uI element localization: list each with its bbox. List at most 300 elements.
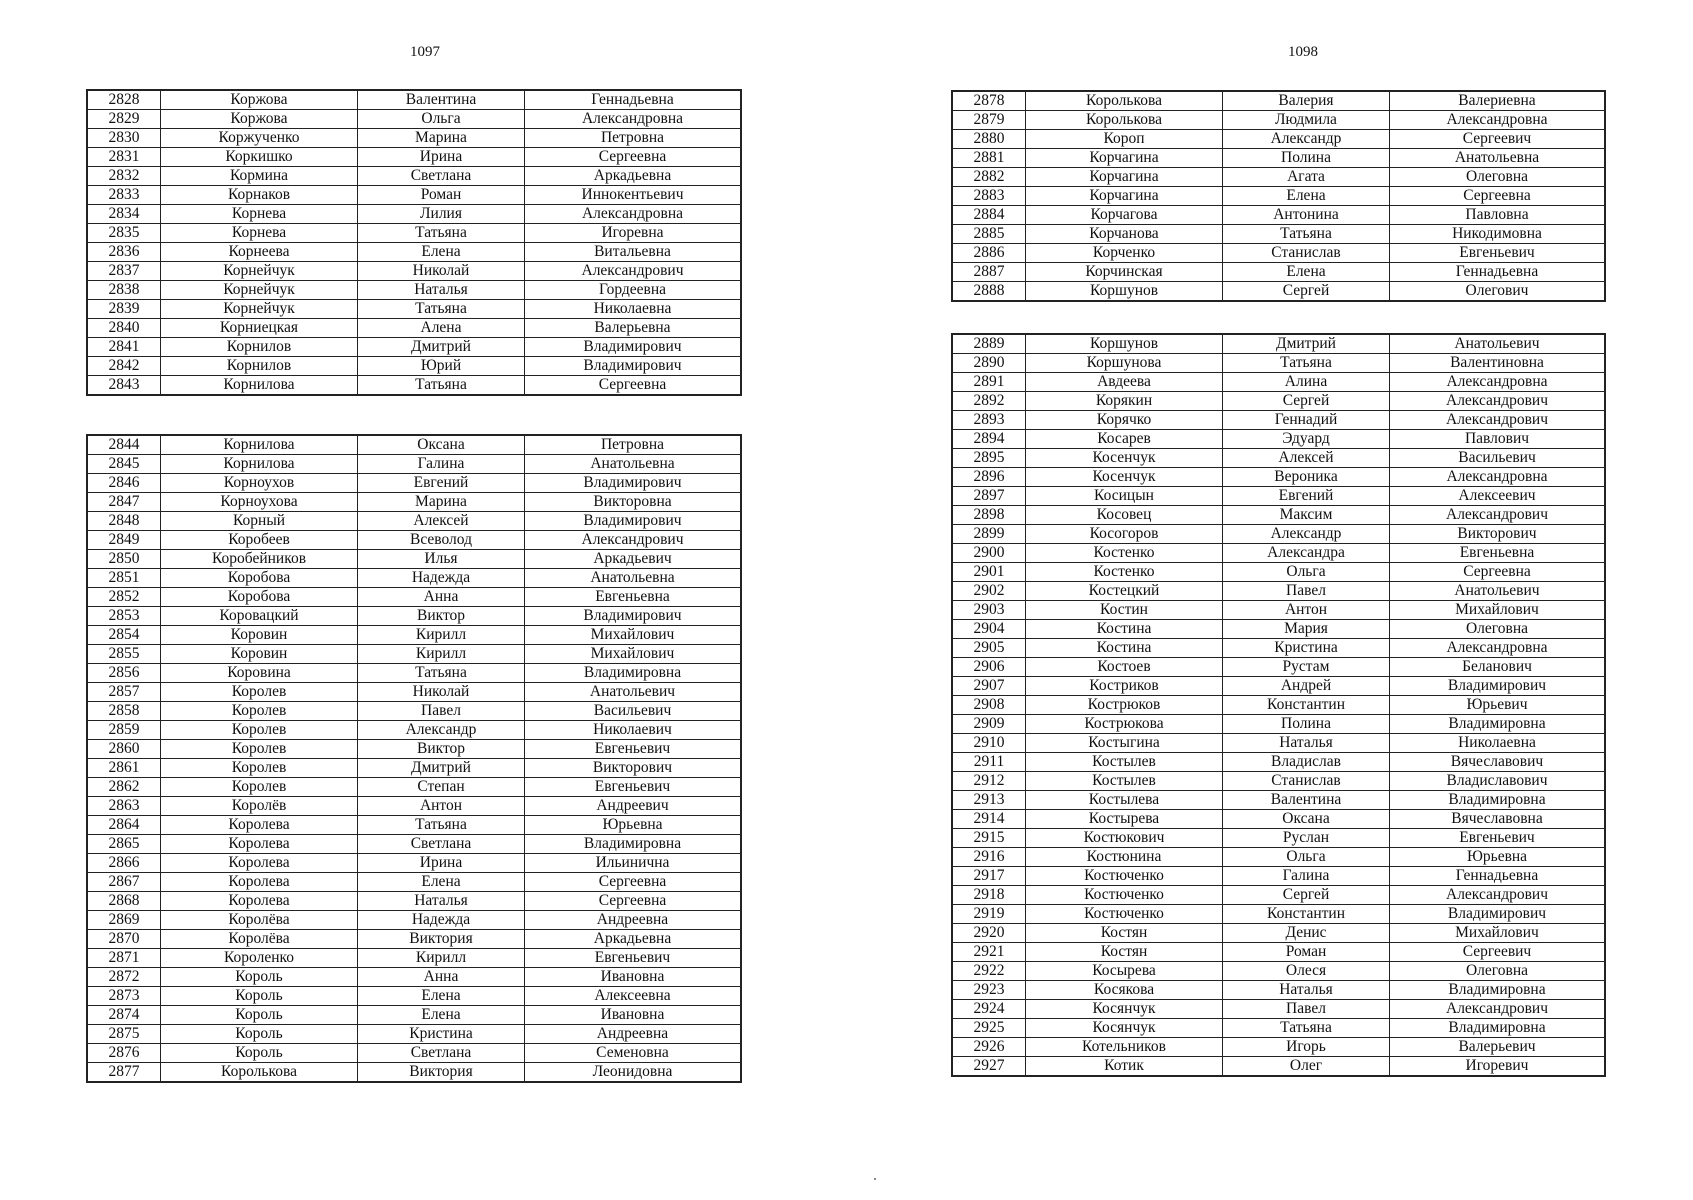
table-row (87, 873, 741, 892)
first-name-cell: Ольга (1223, 848, 1390, 867)
patronymic-cell: Беланович (1390, 658, 1606, 677)
first-name-cell: Роман (1223, 943, 1390, 962)
patronymic-cell: Александрович (1390, 411, 1606, 430)
patronymic-cell: Владимировна (1390, 715, 1606, 734)
surname-cell: Королькова (1026, 111, 1223, 130)
page-number-right: 1098 (1288, 44, 1318, 60)
surname-cell: Коробеев (161, 531, 358, 550)
surname-cell: Корноухова (161, 493, 358, 512)
row-number-cell: 2851 (87, 569, 161, 588)
first-name-cell: Валентина (358, 90, 525, 110)
table-row (952, 753, 1605, 772)
surname-cell: Костыгина (1026, 734, 1223, 753)
table-row (87, 224, 741, 243)
table-row (87, 129, 741, 148)
surname-cell: Короп (1026, 130, 1223, 149)
row-number-cell: 2907 (952, 677, 1026, 696)
patronymic-cell: Анатольевна (1390, 149, 1606, 168)
table-row (952, 111, 1605, 130)
first-name-cell: Виктор (358, 607, 525, 626)
surname-cell: Костян (1026, 924, 1223, 943)
surname-cell: Корчагина (1026, 149, 1223, 168)
row-number-cell: 2896 (952, 468, 1026, 487)
surname-cell: Коробова (161, 569, 358, 588)
row-number-cell: 2895 (952, 449, 1026, 468)
row-number-cell: 2830 (87, 129, 161, 148)
first-name-cell: Лилия (358, 205, 525, 224)
row-number-cell: 2831 (87, 148, 161, 167)
patronymic-cell: Сергеевич (1390, 943, 1606, 962)
patronymic-cell: Владимировна (1390, 981, 1606, 1000)
table-row (952, 525, 1605, 544)
patronymic-cell: Валерьевна (525, 319, 742, 338)
first-name-cell: Татьяна (358, 300, 525, 319)
table-row (952, 1057, 1605, 1077)
table-row (87, 588, 741, 607)
first-name-cell: Татьяна (1223, 225, 1390, 244)
patronymic-cell: Аркадьевич (525, 550, 742, 569)
table-row (87, 930, 741, 949)
row-number-cell: 2858 (87, 702, 161, 721)
first-name-cell: Наталья (1223, 981, 1390, 1000)
table-row (87, 759, 741, 778)
first-name-cell: Константин (1223, 696, 1390, 715)
surname-cell: Костин (1026, 601, 1223, 620)
row-number-cell: 2850 (87, 550, 161, 569)
table-row (87, 186, 741, 205)
first-name-cell: Игорь (1223, 1038, 1390, 1057)
table-row (87, 626, 741, 645)
row-number-cell: 2828 (87, 90, 161, 110)
row-number-cell: 2903 (952, 601, 1026, 620)
first-name-cell: Галина (1223, 867, 1390, 886)
table-row (87, 474, 741, 493)
row-number-cell: 2837 (87, 262, 161, 281)
surname-cell: Коробова (161, 588, 358, 607)
surname-cell: Костюкович (1026, 829, 1223, 848)
table-row (87, 110, 741, 129)
scan-speck (874, 1178, 876, 1180)
first-name-cell: Марина (358, 493, 525, 512)
first-name-cell: Мария (1223, 620, 1390, 639)
first-name-cell: Ольга (358, 110, 525, 129)
surname-cell: Королев (161, 721, 358, 740)
row-number-cell: 2874 (87, 1006, 161, 1025)
row-number-cell: 2865 (87, 835, 161, 854)
first-name-cell: Валентина (1223, 791, 1390, 810)
row-number-cell: 2883 (952, 187, 1026, 206)
patronymic-cell: Олеговна (1390, 962, 1606, 981)
first-name-cell: Марина (358, 129, 525, 148)
table-row (87, 1025, 741, 1044)
surname-cell: Коржова (161, 110, 358, 129)
surname-cell: Костоев (1026, 658, 1223, 677)
surname-cell: Коркишко (161, 148, 358, 167)
first-name-cell: Вероника (1223, 468, 1390, 487)
patronymic-cell: Юрьевна (1390, 848, 1606, 867)
patronymic-cell: Евгеньевич (525, 778, 742, 797)
first-name-cell: Светлана (358, 167, 525, 186)
row-number-cell: 2877 (87, 1063, 161, 1083)
patronymic-cell: Вячеславович (1390, 753, 1606, 772)
surname-cell: Королева (161, 854, 358, 873)
patronymic-cell: Анатольевич (1390, 582, 1606, 601)
surname-cell: Костян (1026, 943, 1223, 962)
patronymic-cell: Алексеевич (1390, 487, 1606, 506)
first-name-cell: Илья (358, 550, 525, 569)
first-name-cell: Евгений (1223, 487, 1390, 506)
first-name-cell: Ольга (1223, 563, 1390, 582)
patronymic-cell: Юрьевич (1390, 696, 1606, 715)
table-row (952, 810, 1605, 829)
patronymic-cell: Михайлович (1390, 601, 1606, 620)
surname-cell: Костюнина (1026, 848, 1223, 867)
row-number-cell: 2860 (87, 740, 161, 759)
first-name-cell: Кирилл (358, 645, 525, 664)
patronymic-cell: Петровна (525, 435, 742, 455)
row-number-cell: 2905 (952, 639, 1026, 658)
first-name-cell: Дмитрий (358, 759, 525, 778)
table-row (952, 848, 1605, 867)
first-name-cell: Александр (1223, 130, 1390, 149)
table-row (87, 357, 741, 376)
first-name-cell: Наталья (1223, 734, 1390, 753)
table-row (952, 168, 1605, 187)
row-number-cell: 2845 (87, 455, 161, 474)
table-row (952, 373, 1605, 392)
row-number-cell: 2899 (952, 525, 1026, 544)
table-row (952, 91, 1605, 111)
row-number-cell: 2870 (87, 930, 161, 949)
row-number-cell: 2882 (952, 168, 1026, 187)
patronymic-cell: Александровна (1390, 373, 1606, 392)
row-number-cell: 2884 (952, 206, 1026, 225)
patronymic-cell: Александрович (1390, 1000, 1606, 1019)
row-number-cell: 2849 (87, 531, 161, 550)
first-name-cell: Олег (1223, 1057, 1390, 1077)
patronymic-cell: Ильинична (525, 854, 742, 873)
row-number-cell: 2887 (952, 263, 1026, 282)
first-name-cell: Максим (1223, 506, 1390, 525)
patronymic-cell: Леонидовна (525, 1063, 742, 1083)
surname-cell: Корчанова (1026, 225, 1223, 244)
table-row (952, 905, 1605, 924)
row-number-cell: 2927 (952, 1057, 1026, 1077)
patronymic-cell: Александрович (525, 262, 742, 281)
row-number-cell: 2880 (952, 130, 1026, 149)
surname-cell: Костюченко (1026, 867, 1223, 886)
patronymic-cell: Витальевна (525, 243, 742, 262)
patronymic-cell: Павловна (1390, 206, 1606, 225)
patronymic-cell: Алексеевна (525, 987, 742, 1006)
patronymic-cell: Валерьевич (1390, 1038, 1606, 1057)
surname-cell: Корченко (1026, 244, 1223, 263)
surname-cell: Корнева (161, 205, 358, 224)
surname-cell: Косовец (1026, 506, 1223, 525)
row-number-cell: 2834 (87, 205, 161, 224)
patronymic-cell: Сергеевна (525, 376, 742, 396)
first-name-cell: Виктория (358, 930, 525, 949)
first-name-cell: Виктория (358, 1063, 525, 1083)
row-number-cell: 2924 (952, 1000, 1026, 1019)
surname-cell: Косарев (1026, 430, 1223, 449)
first-name-cell: Алексей (1223, 449, 1390, 468)
table-row (952, 149, 1605, 168)
table-row (87, 205, 741, 224)
row-number-cell: 2902 (952, 582, 1026, 601)
first-name-cell: Андрей (1223, 677, 1390, 696)
patronymic-cell: Николаевна (1390, 734, 1606, 753)
row-number-cell: 2843 (87, 376, 161, 396)
table-row (952, 924, 1605, 943)
table-row (952, 962, 1605, 981)
row-number-cell: 2847 (87, 493, 161, 512)
patronymic-cell: Владимировна (1390, 1019, 1606, 1038)
first-name-cell: Юрий (358, 357, 525, 376)
surname-cell: Королева (161, 892, 358, 911)
patronymic-cell: Евгеньевич (525, 740, 742, 759)
patronymic-cell: Михайлович (525, 645, 742, 664)
row-number-cell: 2840 (87, 319, 161, 338)
row-number-cell: 2861 (87, 759, 161, 778)
surname-cell: Коровацкий (161, 607, 358, 626)
surname-cell: Косянчук (1026, 1019, 1223, 1038)
patronymic-cell: Ивановна (525, 968, 742, 987)
patronymic-cell: Олеговна (1390, 620, 1606, 639)
table-row (952, 263, 1605, 282)
row-number-cell: 2875 (87, 1025, 161, 1044)
surname-cell: Костецкий (1026, 582, 1223, 601)
table-row (87, 740, 741, 759)
surname-cell: Костина (1026, 620, 1223, 639)
patronymic-cell: Вячеславовна (1390, 810, 1606, 829)
row-number-cell: 2836 (87, 243, 161, 262)
row-number-cell: 2848 (87, 512, 161, 531)
surname-cell: Коршунов (1026, 282, 1223, 302)
patronymic-cell: Юрьевна (525, 816, 742, 835)
first-name-cell: Александр (1223, 525, 1390, 544)
first-name-cell: Людмила (1223, 111, 1390, 130)
first-name-cell: Татьяна (358, 816, 525, 835)
row-number-cell: 2878 (952, 91, 1026, 111)
surname-cell: Коршунов (1026, 334, 1223, 354)
surname-cell: Костриков (1026, 677, 1223, 696)
row-number-cell: 2866 (87, 854, 161, 873)
surname-cell: Корниецкая (161, 319, 358, 338)
row-number-cell: 2890 (952, 354, 1026, 373)
patronymic-cell: Никодимовна (1390, 225, 1606, 244)
table-row (952, 130, 1605, 149)
first-name-cell: Павел (1223, 582, 1390, 601)
first-name-cell: Оксана (358, 435, 525, 455)
table-row (87, 683, 741, 702)
first-name-cell: Антон (358, 797, 525, 816)
table-row (87, 167, 741, 186)
surname-cell: Королькова (1026, 91, 1223, 111)
table-row (87, 281, 741, 300)
row-number-cell: 2864 (87, 816, 161, 835)
row-number-cell: 2915 (952, 829, 1026, 848)
first-name-cell: Геннадий (1223, 411, 1390, 430)
table-row (87, 338, 741, 357)
table-row (952, 1000, 1605, 1019)
patronymic-cell: Олеговна (1390, 168, 1606, 187)
row-number-cell: 2872 (87, 968, 161, 987)
first-name-cell: Татьяна (358, 376, 525, 396)
patronymic-cell: Владимирович (1390, 905, 1606, 924)
table-row (87, 550, 741, 569)
row-number-cell: 2846 (87, 474, 161, 493)
first-name-cell: Елена (358, 987, 525, 1006)
first-name-cell: Сергей (1223, 886, 1390, 905)
row-number-cell: 2897 (952, 487, 1026, 506)
table-row (952, 658, 1605, 677)
row-number-cell: 2893 (952, 411, 1026, 430)
table-row (952, 829, 1605, 848)
surname-cell: Королёв (161, 797, 358, 816)
first-name-cell: Степан (358, 778, 525, 797)
surname-cell: Костылева (1026, 791, 1223, 810)
surname-cell: Королев (161, 778, 358, 797)
patronymic-cell: Андреевна (525, 911, 742, 930)
patronymic-cell: Павлович (1390, 430, 1606, 449)
surname-cell: Корячко (1026, 411, 1223, 430)
row-number-cell: 2889 (952, 334, 1026, 354)
surname-cell: Корчагина (1026, 187, 1223, 206)
table-row (87, 243, 741, 262)
surname-cell: Косенчук (1026, 468, 1223, 487)
patronymic-cell: Васильевич (1390, 449, 1606, 468)
first-name-cell: Дмитрий (358, 338, 525, 357)
patronymic-cell: Евгеньевич (1390, 244, 1606, 263)
first-name-cell: Сергей (1223, 392, 1390, 411)
table-row (952, 334, 1605, 354)
table-row (87, 778, 741, 797)
row-number-cell: 2912 (952, 772, 1026, 791)
table-row (87, 435, 741, 455)
surname-cell: Косякова (1026, 981, 1223, 1000)
first-name-cell: Елена (358, 1006, 525, 1025)
first-name-cell: Кристина (358, 1025, 525, 1044)
first-name-cell: Агата (1223, 168, 1390, 187)
surname-cell: Костылев (1026, 772, 1223, 791)
surname-cell: Коржученко (161, 129, 358, 148)
surname-cell: Корноухов (161, 474, 358, 493)
patronymic-cell: Сергеевна (525, 873, 742, 892)
table-row (952, 867, 1605, 886)
table-row (87, 455, 741, 474)
row-number-cell: 2839 (87, 300, 161, 319)
surname-cell: Корякин (1026, 392, 1223, 411)
row-number-cell: 2917 (952, 867, 1026, 886)
first-name-cell: Денис (1223, 924, 1390, 943)
patronymic-cell: Александрович (1390, 506, 1606, 525)
surname-cell: Корнилова (161, 376, 358, 396)
patronymic-cell: Анатольевич (525, 683, 742, 702)
table-row (87, 531, 741, 550)
table-row (952, 354, 1605, 373)
patronymic-cell: Александровна (1390, 639, 1606, 658)
surname-cell: Король (161, 987, 358, 1006)
row-number-cell: 2832 (87, 167, 161, 186)
patronymic-cell: Владимирович (525, 607, 742, 626)
table-row (952, 187, 1605, 206)
patronymic-cell: Владимировна (1390, 791, 1606, 810)
row-number-cell: 2835 (87, 224, 161, 243)
row-number-cell: 2894 (952, 430, 1026, 449)
row-number-cell: 2867 (87, 873, 161, 892)
surname-cell: Королев (161, 702, 358, 721)
row-number-cell: 2886 (952, 244, 1026, 263)
table-row (87, 987, 741, 1006)
first-name-cell: Галина (358, 455, 525, 474)
first-name-cell: Виктор (358, 740, 525, 759)
surname-cell: Короленко (161, 949, 358, 968)
first-name-cell: Сергей (1223, 282, 1390, 302)
table-row (87, 702, 741, 721)
surname-cell: Костылев (1026, 753, 1223, 772)
table-row (952, 411, 1605, 430)
surname-cell: Королева (161, 835, 358, 854)
patronymic-cell: Владимировна (525, 664, 742, 683)
table-row (87, 797, 741, 816)
patronymic-cell: Анатольевна (525, 455, 742, 474)
surname-cell: Костенко (1026, 544, 1223, 563)
left-table-2 (86, 434, 742, 1083)
first-name-cell: Эдуард (1223, 430, 1390, 449)
first-name-cell: Светлана (358, 835, 525, 854)
row-number-cell: 2856 (87, 664, 161, 683)
first-name-cell: Елена (358, 243, 525, 262)
patronymic-cell: Викторович (1390, 525, 1606, 544)
first-name-cell: Наталья (358, 892, 525, 911)
table-row (87, 816, 741, 835)
first-name-cell: Павел (358, 702, 525, 721)
row-number-cell: 2854 (87, 626, 161, 645)
table-row (87, 319, 741, 338)
patronymic-cell: Геннадьевна (1390, 867, 1606, 886)
row-number-cell: 2891 (952, 373, 1026, 392)
surname-cell: Корнейчук (161, 281, 358, 300)
left-table-1 (86, 89, 742, 396)
row-number-cell: 2829 (87, 110, 161, 129)
first-name-cell: Алина (1223, 373, 1390, 392)
first-name-cell: Константин (1223, 905, 1390, 924)
patronymic-cell: Михайлович (1390, 924, 1606, 943)
first-name-cell: Станислав (1223, 772, 1390, 791)
patronymic-cell: Иннокентьевич (525, 186, 742, 205)
surname-cell: Кормина (161, 167, 358, 186)
patronymic-cell: Николаевна (525, 300, 742, 319)
surname-cell: Косянчук (1026, 1000, 1223, 1019)
row-number-cell: 2913 (952, 791, 1026, 810)
row-number-cell: 2910 (952, 734, 1026, 753)
first-name-cell: Татьяна (1223, 1019, 1390, 1038)
patronymic-cell: Валериевна (1390, 91, 1606, 111)
patronymic-cell: Николаевич (525, 721, 742, 740)
first-name-cell: Надежда (358, 569, 525, 588)
first-name-cell: Владислав (1223, 753, 1390, 772)
first-name-cell: Кирилл (358, 626, 525, 645)
patronymic-cell: Аркадьевна (525, 167, 742, 186)
patronymic-cell: Владимирович (525, 338, 742, 357)
table-row (952, 639, 1605, 658)
table-row (87, 607, 741, 626)
first-name-cell: Евгений (358, 474, 525, 493)
table-row (87, 512, 741, 531)
surname-cell: Корчагина (1026, 168, 1223, 187)
patronymic-cell: Евгеньевич (525, 949, 742, 968)
